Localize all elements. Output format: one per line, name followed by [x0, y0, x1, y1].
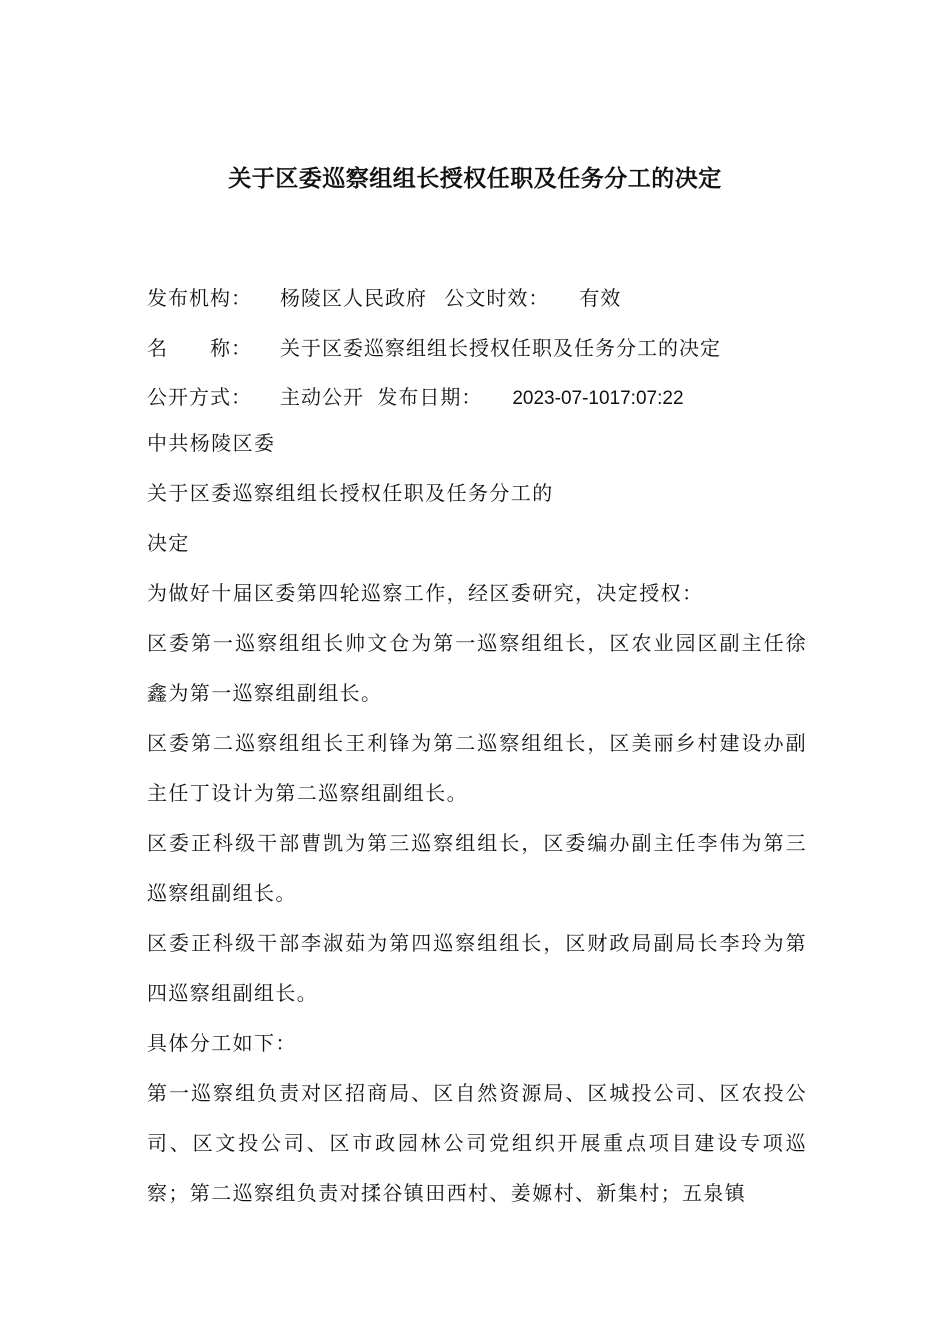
validity-value: 有效: [579, 286, 622, 310]
paragraph: 具体分工如下：: [147, 1031, 297, 1055]
meta-row-publisher: [147, 282, 621, 311]
disclosure-value: 主动公开: [280, 385, 364, 409]
document-title: 关于区委巡察组组长授权任职及任务分工的决定: [228, 165, 722, 192]
meta-row-name: [147, 332, 721, 361]
paragraph: 区委第一巡察组组长帅文仓为第一巡察组组长，区农业园区副主任徐鑫为第一巡察组副组长。: [147, 631, 807, 705]
meta-row-disclosure: [147, 381, 684, 410]
paragraph: 为做好十届区委第四轮巡察工作，经区委研究，决定授权：: [147, 581, 704, 605]
disclosure-label: 公开方式：: [147, 385, 252, 409]
paragraph: 区委正科级干部曹凯为第三巡察组组长，区委编办副主任李伟为第三巡察组副组长。: [147, 831, 807, 905]
paragraph: 决定: [147, 531, 190, 555]
publisher-label: 发布机构：: [147, 286, 252, 310]
validity-label: 公文时效：: [444, 286, 550, 310]
date-label: 发布日期：: [377, 385, 483, 409]
publisher-value: 杨陵区人民政府: [280, 286, 427, 310]
paragraph: 第一巡察组负责对区招商局、区自然资源局、区城投公司、区农投公司、区文投公司、区市政园林公司党组织开展重点项目建设专项巡察；第二巡察组负责对揉谷镇田西村、姜嫄村、新集村；五泉镇: [147, 1081, 807, 1205]
paragraph: 区委正科级干部李淑茹为第四巡察组组长，区财政局副局长李玲为第四巡察组副组长。: [147, 931, 807, 1005]
name-label: 名 称：: [147, 336, 252, 360]
paragraph: 区委第二巡察组组长王利锋为第二巡察组组长，区美丽乡村建设办副主任丁设计为第二巡察组副组长。: [147, 731, 807, 805]
date-value: 2023-07-1017:07:22: [512, 388, 684, 409]
name-value: 关于区委巡察组组长授权任职及任务分工的决定: [280, 336, 721, 360]
paragraph: 中共杨陵区委: [147, 431, 276, 455]
paragraph: 关于区委巡察组组长授权任职及任务分工的: [147, 481, 554, 505]
document-body: [147, 418, 807, 1218]
